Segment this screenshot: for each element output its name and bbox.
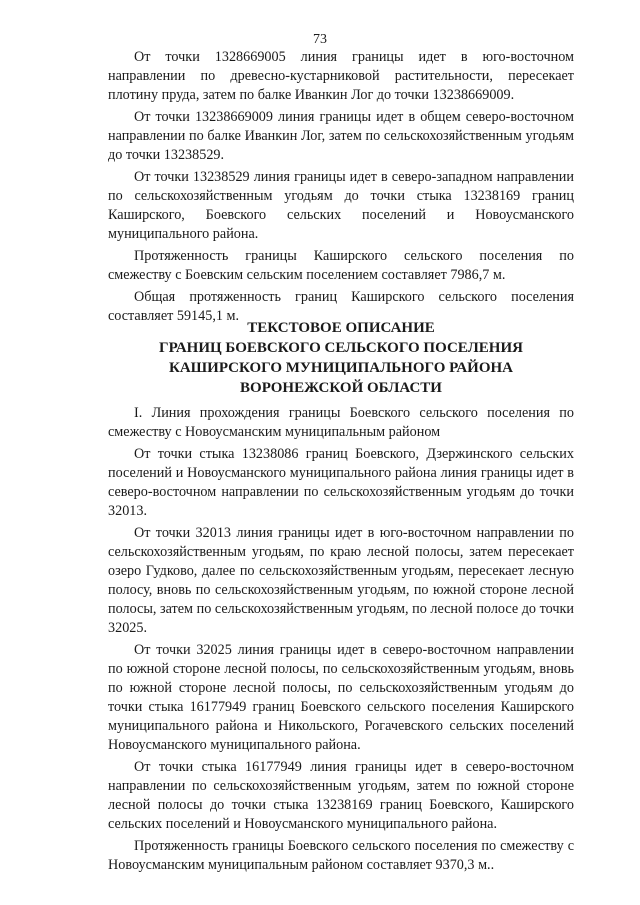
paragraph: Общая протяженность границ Каширского сельского поселения составляет 59145,1 м. xyxy=(108,289,574,324)
paragraph: I. Линия прохождения границы Боевского сельского поселения по смежеству с Новоусманским муниципальным районом xyxy=(108,405,574,440)
paragraph: От точки 13238669009 линия границы идет в общем северо-восточном направлении по балке Иванкин Лог, затем по сельскохозяйственным угодьям до точки 13238529. xyxy=(108,109,574,163)
paragraph: От точки стыка 13238086 границ Боевского, Дзержинского сельских поселений и Новоусманского муниципального района линия границы идет в северо-восточном направлении по сельскохозяйственным угодьям до точки 32013. xyxy=(108,446,574,519)
paragraph: Протяженность границы Боевского сельского поселения по смежеству с Новоусманским муниципальным районом составляет 9370,3 м.. xyxy=(108,838,574,873)
title-line: ТЕКСТОВОЕ ОПИСАНИЕ xyxy=(247,320,435,336)
page-number: 73 xyxy=(313,32,327,47)
section-kashirsky-boundary xyxy=(108,48,574,329)
paragraph: От точки стыка 16177949 линия границы идет в северо-восточном направлении по сельскохозяйственным угодьям, затем по южной стороне лесной полосы до точки стыка 13238169 границ Боевского, Каширского сельских поселений и Новоусманского муниципального района. xyxy=(108,759,574,832)
title-line: ВОРОНЕЖСКОЙ ОБЛАСТИ xyxy=(240,380,442,396)
title-line: КАШИРСКОГО МУНИЦИПАЛЬНОГО РАЙОНА xyxy=(168,360,514,376)
paragraph: От точки 32025 линия границы идет в северо-восточном направлении по южной стороне лесной полосы, по сельскохозяйственным угодьям, вновь по южной стороне лесной полосы, по сельскохозяйственным угодьям до точки стыка 16177949 границ Боевского сельского поселения Каширского муниципального района и Никольского, Рогачевского сельских поселений Новоусманского муниципального района. xyxy=(108,642,574,753)
section-title xyxy=(108,318,574,398)
paragraph: Протяженность границы Каширского сельского поселения по смежеству с Боевским сельским поселением составляет 7986,7 м. xyxy=(108,248,574,283)
paragraph: От точки 13238529 линия границы идет в северо-западном направлении по сельскохозяйственным угодьям до точки стыка 13238169 границ Каширского, Боевского сельских поселений и Новоусманского муниципального района. xyxy=(108,169,574,242)
section-boevsky-boundary xyxy=(108,404,574,878)
paragraph: От точки 1328669005 линия границы идет в юго-восточном направлении по древесно-кустарниковой растительности, пересекает плотину пруда, затем по балке Иванкин Лог до точки 13238669009. xyxy=(108,49,574,103)
paragraph: От точки 32013 линия границы идет в юго-восточном направлении по сельскохозяйственным угодьям, по краю лесной полосы, затем пересекает озеро Гудково, далее по сельскохозяйственным угодьям, пересекает лесную полосу, вновь по сельскохозяйственным угодьям, по южной стороне лесной полосы, затем по сельскохозяйственным угодьям, по лесной полосе до точки 32025. xyxy=(108,525,574,636)
title-line: ГРАНИЦ БОЕВСКОГО СЕЛЬСКОГО ПОСЕЛЕНИЯ xyxy=(159,340,523,356)
